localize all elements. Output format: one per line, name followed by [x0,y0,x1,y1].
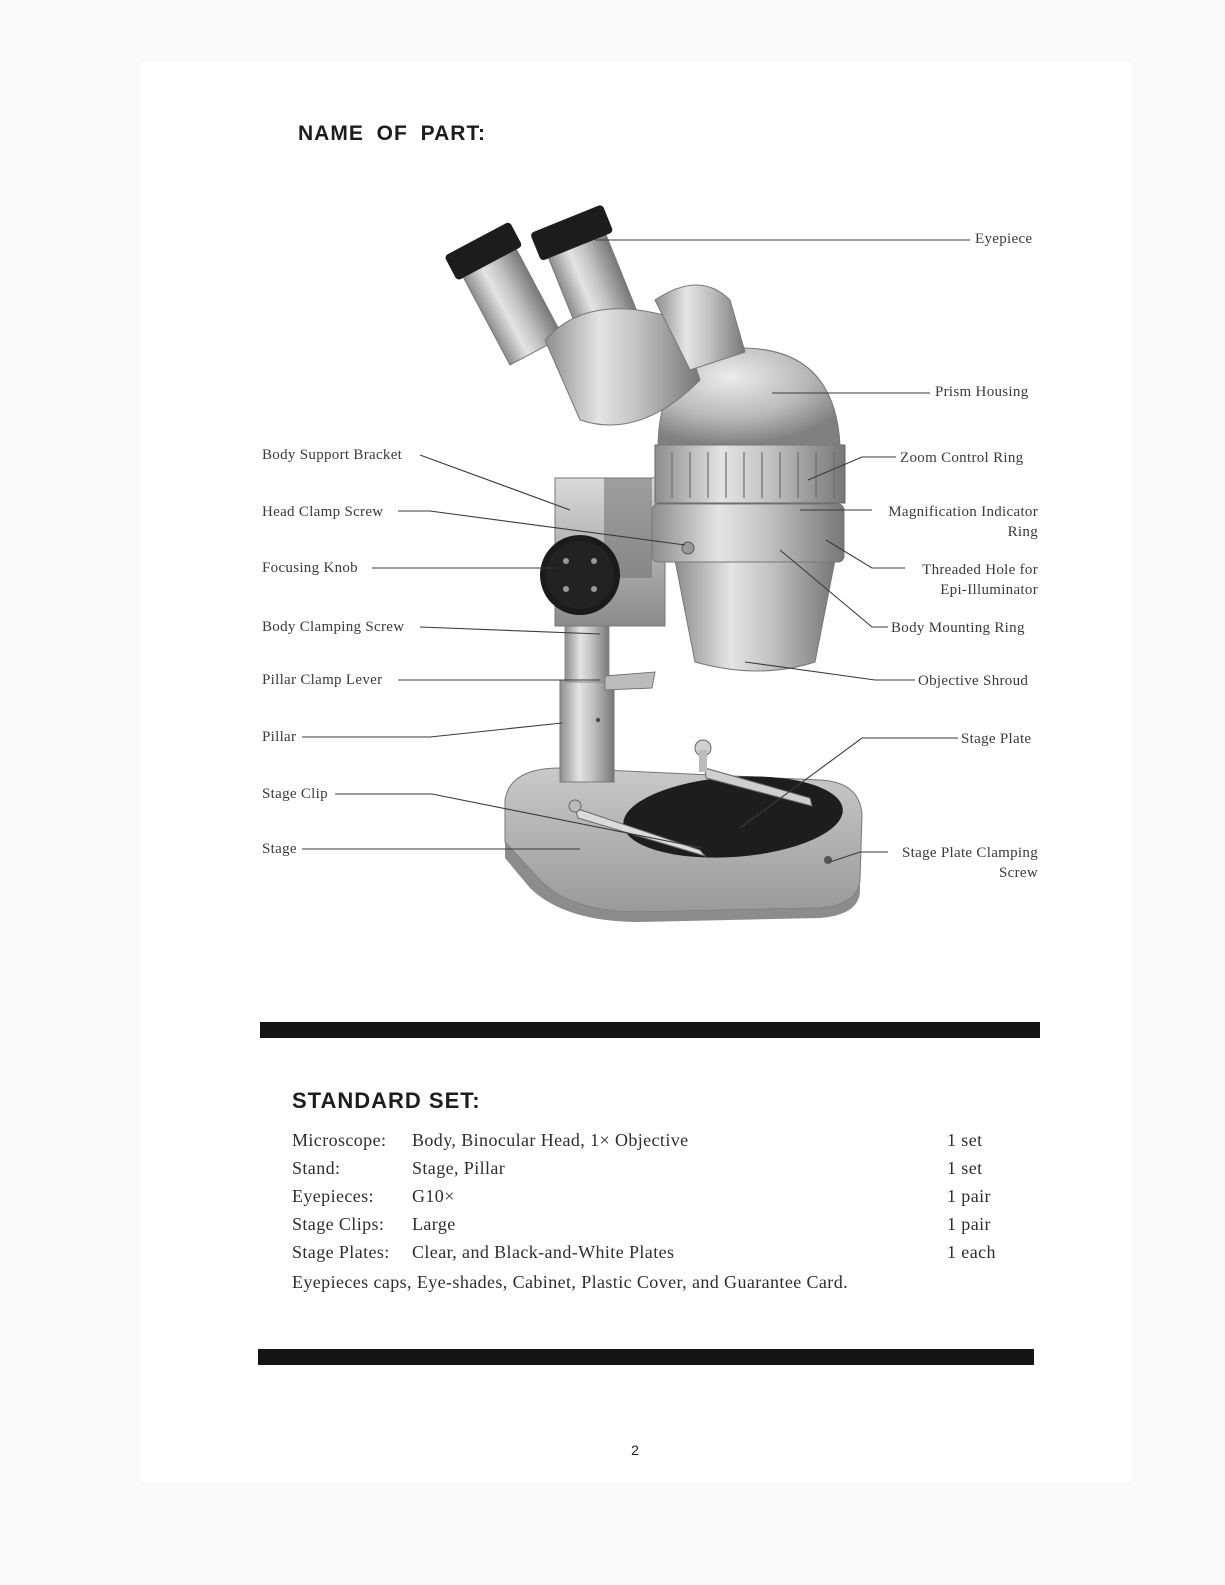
set-row-description: Clear, and Black-and-White Plates [412,1242,675,1262]
label-body-mounting-ring: Body Mounting Ring [891,620,1025,636]
label-stage-clip: Stage Clip [262,786,328,802]
label-stage-plate-clamping-screw-line2: Screw [999,865,1038,881]
set-row-description: G10× [412,1186,455,1206]
set-row-category: Microscope: [292,1130,387,1150]
set-row-category: Eyepieces: [292,1186,374,1206]
label-stage-plate-clamping-screw-line1: Stage Plate Clamping [902,845,1038,861]
label-threaded-hole-line1: Threaded Hole for [922,562,1038,578]
bracket-shape [540,478,665,626]
set-row-quantity: 1 pair [947,1186,991,1206]
label-threaded-hole-line2: Epi-Illuminator [940,582,1038,598]
label-body-support-bracket: Body Support Bracket [262,447,403,463]
set-row-quantity: 1 pair [947,1214,991,1234]
label-prism-housing: Prism Housing [935,384,1029,400]
label-stage-plate: Stage Plate [961,731,1032,747]
set-row-description: Body, Binocular Head, 1× Objective [412,1130,689,1150]
set-row-category: Stage Clips: [292,1214,385,1234]
name-of-part-heading: NAME OF PART: [298,122,486,145]
label-head-clamp-screw: Head Clamp Screw [262,504,384,520]
divider-rule-bottom [258,1349,1034,1365]
label-stage: Stage [262,841,297,857]
set-row-quantity: 1 each [947,1242,996,1262]
set-row-category: Stand: [292,1158,341,1178]
label-magnification-indicator-ring-line2: Ring [1007,524,1038,540]
page-number: 2 [631,1442,639,1458]
label-eyepiece: Eyepiece [975,231,1033,247]
label-magnification-indicator-ring-line1: Magnification Indicator [888,504,1038,520]
label-focusing-knob: Focusing Knob [262,560,358,576]
set-row-description: Stage, Pillar [412,1158,506,1178]
set-row-description: Large [412,1214,456,1234]
set-row-quantity: 1 set [947,1158,983,1178]
pillar-shape [560,620,655,782]
label-pillar-clamp-lever: Pillar Clamp Lever [262,672,383,688]
set-row-category: Stage Plates: [292,1242,390,1262]
label-body-clamping-screw: Body Clamping Screw [262,619,405,635]
standard-set-accessories: Eyepieces caps, Eye-shades, Cabinet, Plastic Cover, and Guarantee Card. [292,1272,848,1292]
label-pillar: Pillar [262,729,297,745]
label-objective-shroud: Objective Shroud [918,673,1029,689]
stage-base-shape [505,740,862,922]
divider-rule-top [260,1022,1040,1038]
set-row-quantity: 1 set [947,1130,983,1150]
label-zoom-control-ring: Zoom Control Ring [900,450,1024,466]
standard-set-heading: STANDARD SET: [292,1088,481,1113]
